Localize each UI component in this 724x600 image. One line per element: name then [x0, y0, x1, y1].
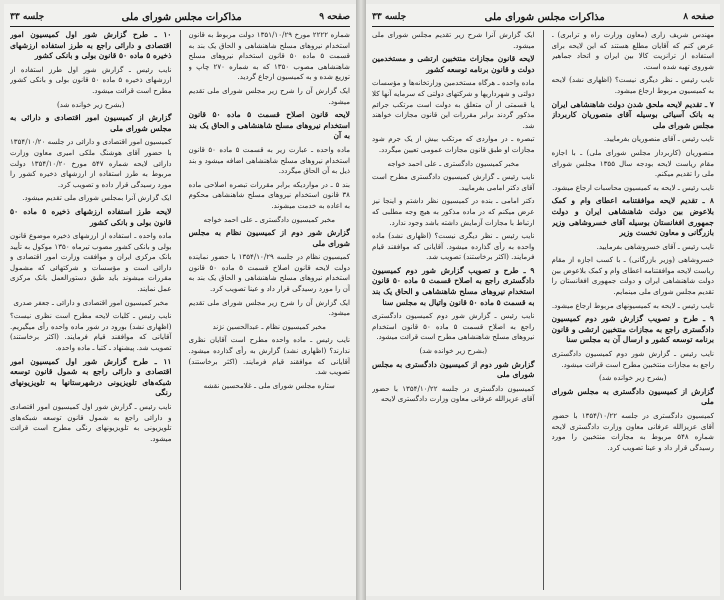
left-page-session: جلسه ۳۳: [10, 12, 45, 22]
signature-line: مخبر کمیسیون دادگستری ـ علی احمد خواجه: [203, 214, 335, 224]
paragraph: بند ۵ ـ در مواردیکه برابر مقررات تبصره اصلاحی ماده ۳۸ قانون استخدام نیروهای مسلح شاهنشاهی محکوم به اعاده به خدمت میشوند.: [188, 179, 350, 210]
paragraph: نایب رئیس ـ گزارش شور اول کمیسیون امور اقتصادی و دارائی راجع به شمول قانون توسعه شبکه‌های تلویزیونی به تلویزیونهای رنگی مطرح است قرائت میشود.: [10, 402, 172, 443]
right-page-title: مذاکرات مجلس شورای ملی: [484, 11, 605, 23]
section-heading: گزارش شور دوم از کمیسیون دادگستری به مجلس شورای ملی: [372, 359, 535, 380]
section-heading: ۱۰ ـ طرح گزارش شور اول کمیسیون امور اقتصادی و دارائی راجع به طرز استفاده ارزشهای ذخیره ۵ ماده ۵۰ قانون بولی و بانکی کشور: [10, 30, 172, 61]
paragraph: نایب رئیس ـ گزارش شور دوم کمیسیون دادگستری راجع به مجازات منتخبین مطرح است قرائت میشود.: [551, 349, 714, 369]
paragraph: ماده واحده ـ عبارت زیر به قسمت ۵ ماده ۵۰ قانون استخدام نیروهای مسلح شاهنشاهی اضافه میشود و بند ذیل به آن الحاق میگردد.: [188, 144, 350, 176]
signature-line: (بشرح زیر خوانده شد): [56, 99, 125, 109]
section-heading: ۱۱ ـ طرح گزارش شور اول کمیسیون امور اقتصادی و دارائی راجع به شمول قانون توسعه شبکه‌های تلویزیونی درشهرستانها به تلویزیونهای رنگی: [10, 356, 172, 398]
paragraph: نایب رئیس ـ آقای خسروشاهی بفرمایید.: [596, 241, 714, 251]
paragraph: ایک گزارش آن را شرح زیر مجلس شورای ملی تقدیم میشود.: [188, 85, 350, 106]
paragraph: شماره ۲۲۲۲ مورخ ۱۳۵۱/۱۰/۲۹ دولت مربوط به قانون استخدام نیروهای مسلح شاهنشاهی و الحاق یک بند به قسمت ۵ ماده ۵۰ قانون استخدام نیروهای مسلح شاهنشاهی مصوب ۱۳۵۰ که به شماره ۲۷۰ چاپ و توزیع شده و به کمیسیون ارجاع گردید.: [188, 30, 350, 82]
left-page-header: [10, 8, 350, 27]
paragraph: نایب رئیس ـ ماده واحده مطرح است آقایان نظری ندارند؟ (اظهاری نشد) گزارش به رأی گذارده میشود. آقایانی که موافقند قیام فرمایند. (اکثر برخاستند) تصویب شد.: [188, 335, 350, 377]
right-page-column-left: [372, 30, 535, 590]
paragraph: منصوریان (کاربرداز مجلس شورای ملی) ـ با اجازه مقام ریاست لایحه بودجه سال ۱۳۵۵ مجلس شورای ملی را تقدیم میکنم.: [551, 147, 714, 179]
paragraph: نایب رئیس ـ لایحه به کمیسیون محاسبات ارجاع میشود.: [552, 182, 714, 192]
paragraph: کمیسیون دادگستری در جلسه ۱۳۵۴/۱۰/۲۲ با حضور آقای عزیزالله عرفانی معاون وزارت دادگستری لایحه: [372, 383, 535, 404]
section-heading: ۸ ـ تقدیم لایحه موافقتنامه اعطای وام و کمک بلاعوض بین دولت شاهنشاهی ایران و دولت جمهوری افغانستان بوسیله آقای خسروشاهی وزیر بازرگانی و معاون نخست وزیر: [551, 196, 714, 238]
right-page-number: صفحه ۸: [683, 12, 714, 22]
paragraph: نایب رئیس ـ گزارش کمیسیون دادگستری مطرح است آقای دکتر امامی بفرمایید.: [372, 172, 535, 192]
paragraph: خسروشاهی (وزیر بازرگانی) ـ با کسب اجازه از مقام ریاست لایحه موافقتنامه اعطای وام و کمک بلاعوض بین دولت شاهنشاهی ایران و دولت جمهوری افغانستان را تقدیم مجلس شورای ملی مینمایم.: [551, 255, 714, 297]
paragraph: نایب رئیس ـ کلیات لایحه مطرح است نظری نیست؟ (اظهاری نشد) بورود در شور ماده واحده رأی میگیریم. آقایانی که موافقند قیام فرمایند. (اکثر برخاستند) تصویب شد. پیشنهاد ـ کتبا ـ ماده واحده.: [10, 311, 172, 353]
signature-line: (بشرح زیر خوانده شد): [419, 346, 487, 356]
right-page-session: جلسه ۳۳: [372, 12, 407, 22]
section-heading: ۷ ـ تقدیم لایحه ملحق شدن دولت شاهنشاهی ایران به بانک آسیائی بوسیله آقای منصوریان کاربرداز مجلس شورای ملی: [551, 99, 714, 130]
paragraph: نایب رئیس ـ آقای منصوریان بفرمایید.: [603, 134, 714, 144]
paragraph: مهندس شریف زاری (معاون وزارت راه و ترابری) ـ عرض کنم که آقایان مطلع هستند که این لایحه برای استفاده از ترانزیت کالا بین ایران و اتحاد جماهیر شوروی تهیه شده است.: [551, 30, 714, 71]
paragraph: نایب رئیس ـ نظر دیگری نیست؟ (اظهاری نشد) لایحه به کمیسیون مربوط ارجاع میشود.: [551, 75, 714, 95]
left-page-number: صفحه ۹: [319, 12, 350, 22]
paragraph: ایک گزارش آنرا بمجلس شورای ملی تقدیم میشود.: [22, 193, 172, 203]
paragraph: نایب رئیس ـ گزارش شور دوم کمیسیون دادگستری راجع به اصلاح قسمت ۵ ماده ۵۰ قانون استخدام نیروهای مسلح شاهنشاهی مطرح است قرائت میشود.: [372, 311, 535, 342]
right-page-columns: [372, 30, 714, 590]
left-page-title: مذاکرات مجلس شورای ملی: [121, 11, 242, 23]
signature-line: مخبر کمیسیون دادگستری ـ علی احمد خواجه: [387, 158, 519, 168]
signature-line: ستاره مجلس شورای ملی ـ غلامحسین نقشه: [203, 380, 335, 390]
page-gutter: [356, 0, 366, 600]
section-heading: لایحه قانون اصلاح قسمت ۵ ماده ۵۰ قانون استخدام نیروهای مسلح شاهنشاهی و الحاق یک بند به آن: [188, 110, 350, 141]
paragraph: نایب رئیس ـ گزارش شور اول طرز استفاده از ارزشهای ذخیره ۵ ماده ۵۰ قانون بولی و بانکی کشور مطرح است قرائت میشود.: [10, 64, 172, 95]
paragraph: کمیسیون نظام در جلسه ۱۳۵۴/۱۰/۲۹ با حضور نماینده دولت لایحه قانون اصلاح قسمت ۵ ماده ۵۰ قانون استخدام نیروهای مسلح شاهنشاهی و الحاق یک بند به آن را مورد رسیدگی قرار داد و عینا تصویب کرد.: [188, 252, 350, 294]
paragraph: نایب رئیس ـ لایحه به کمیسیونهای مربوط ارجاع میشود.: [551, 300, 714, 310]
section-heading: گزارش از کمیسیون دادگستری به مجلس شورای ملی: [551, 386, 714, 407]
section-heading: لایحه طرز استفاده ارزشهای ذخیره ۵ ماده ۵۰ قانون بولی و بانکی کشور: [10, 206, 172, 227]
paragraph: کمیسیون دادگستری در جلسه ۱۳۵۴/۱۰/۲۲ با حضور آقای عزیزالله عرفانی معاون وزارت دادگستری لایحه شماره ۵۴۸ مربوط به مجازات منتخبین را مورد رسیدگی قرار داد و عینا تصویب کرد.: [551, 411, 714, 452]
section-heading: لایحه قانون مجازات منتخبین ارتشی و مستخدمین دولت و قانون برنامه توسعه کشور: [372, 54, 535, 74]
paragraph: دکتر امامی ـ بنده در کمیسیون نظر داشتم و اینجا نیز عرض میکنم که در ماده مذکور به هیچ وجه مطلبی که ارتباط با مجازات آزمایش داشته باشد وجود ندارد.: [372, 196, 535, 227]
signature-line: مخبر کمیسیون نظام ـ عبدالحسین نژند: [212, 321, 326, 331]
paragraph: نایب رئیس ـ نظر دیگری نیست؟ (اظهاری نشد) ماده واحده به رأی گذارده میشود. آقایانی که موافقند قیام فرمایند. (اکثر برخاستند) تصویب شد.: [372, 231, 535, 262]
section-heading: گزارش شور دوم از کمیسیون نظام به مجلس شورای ملی: [188, 228, 350, 248]
paragraph: تبصره ـ در مواردی که مرتکب بیش از یک جرم شود مجازات او طبق قانون مجازات عمومی تعیین میگردد.: [372, 134, 535, 154]
left-page-column-right: [189, 30, 351, 590]
right-page-header: [372, 8, 714, 27]
paragraph: کمیسیون امور اقتصادی و دارائی در جلسه ۱۳۵۴/۱۰/۲۰ با حضور آقای هوشنگ ملکی امیری معاون وزارت دارائی لایحه شماره ۵۴۷ مورخ ۱۳۵۴/۱۰/۲۰ دولت مربوط به طرز استفاده از ارزشهای ذخیره کشور را مورد رسیدگی قرار داده و تصویب کرد.: [10, 137, 172, 189]
left-page-column-left: [10, 30, 172, 590]
paragraph: ایک گزارش آنرا شرح زیر تقدیم مجلس شورای ملی میشود.: [372, 30, 535, 50]
right-page: [366, 4, 720, 596]
left-page-columns: [10, 30, 350, 590]
left-page: [4, 4, 356, 596]
signature-line: (بشرح زیر خوانده شد): [598, 373, 667, 383]
section-heading: ۹ ـ طرح و تصویب گزارش شور دوم کمیسیون دادگستری راجع به مجازات منتخبین ارتشی و قانون برنامه توسعه کشور و ارسال آن به مجلس سنا: [551, 314, 714, 345]
paragraph: ماده واحده ـ استفاده از ارزشهای ذخیره موضوع قانون بولی و بانکی کشور مصوب تیرماه ۱۳۵۰ موکول به تأیید بانک مرکزی ایران و موافقت وزارت امور اقتصادی و دارائی است و مؤسسات و شرکتهائی که مشمول مقررات میشوند باید طبق دستورالعمل بانک مرکزی عمل نمایند.: [10, 231, 172, 294]
column-divider: [180, 30, 181, 590]
section-heading: ۹ ـ طرح و تصویب گزارش شور دوم کمیسیون دادگستری راجع به اصلاح قسمت ۵ ماده ۵۰ قانون استخدام نیروهای مسلح شاهنشاهی و الحاق یک بند به قسمت ۵ ماده ۵۰ قانون واتیال به مجلس سنا: [372, 265, 535, 307]
paragraph: ماده واحده ـ هرگاه مستخدمین وزارتخانه‌ها و مؤسسات دولتی و شهرداریها و شرکتهای دولتی که سرمایه آنها کلا یا قسمتی از آن متعلق به دولت است مرتکب جرائم مذکور گردند برابر مقررات این قانون مجازات خواهند شد.: [372, 78, 535, 130]
right-page-column-right: [552, 30, 715, 590]
column-divider: [543, 30, 544, 590]
signature-line: مخبر کمیسیون امور اقتصادی و دارائی ـ جعفر صدری: [13, 297, 169, 307]
section-heading: گزارش از کمیسیون امور اقتصادی و دارائی به مجلس شورای ملی: [10, 113, 172, 133]
paragraph: ایک گزارش آن را شرح زیر مجلس شورای ملی تقدیم میشود.: [188, 297, 350, 318]
